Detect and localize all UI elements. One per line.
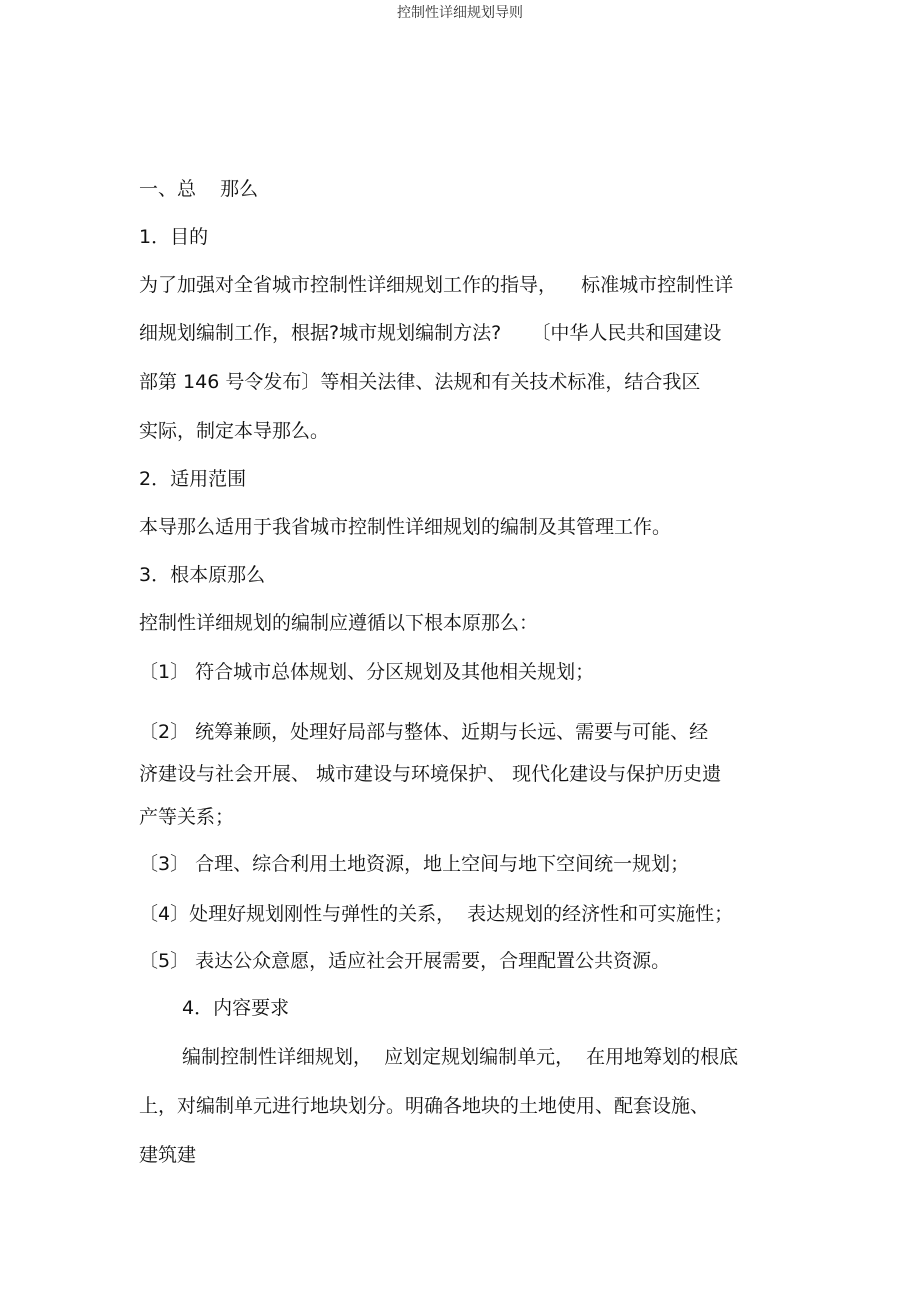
paragraph-line: 编制控制性详细规划， 应划定规划编制单元， 在用地筹划的根底: [182, 1046, 739, 1068]
list-item-3: 〔3〕 合理、综合利用土地资源，地上空间与地下空间统一规划；: [139, 853, 690, 875]
paragraph-line: 细规划编制工作，根据?城市规划编制方法? 〔中华人民共和国建设: [139, 322, 722, 344]
paragraph-line: 控制性详细规划的编制应遵循以下根本原那么：: [139, 612, 539, 634]
paragraph-line: 为了加强对全省城市控制性详细规划工作的指导， 标准城市控制性详: [139, 274, 734, 296]
list-item-2-cont: 产等关系；: [139, 806, 235, 828]
page-header-title: 控制性详细规划导则: [397, 5, 523, 21]
paragraph-line: 本导那么适用于我省城市控制性详细规划的编制及其管理工作。: [139, 516, 672, 538]
paragraph-line: 建筑建: [139, 1144, 197, 1166]
list-item-2-cont: 济建设与社会开展、 城市建设与环境保护、 现代化建设与保护历史遗: [139, 763, 722, 785]
list-item-1: 〔1〕 符合城市总体规划、分区规划及其他相关规划；: [139, 661, 595, 683]
subheading-purpose: 1．目的: [139, 226, 209, 248]
paragraph-line: 部第 146 号令发布〕等相关法律、法规和有关技术标准，结合我区: [139, 371, 701, 393]
list-item-5: 〔5〕 表达公众意愿，适应社会开展需要，合理配置公共资源。: [139, 950, 671, 972]
subheading-scope: 2．适用范围: [139, 468, 247, 490]
list-item-4: 〔4〕处理好规划刚性与弹性的关系， 表达规划的经济性和可实施性；: [139, 903, 734, 925]
subheading-principles: 3．根本原那么: [139, 564, 266, 586]
list-item-2: 〔2〕 统筹兼顾，处理好局部与整体、近期与长远、需要与可能、经: [139, 721, 709, 743]
section-heading-general: 一、总 那么: [139, 178, 259, 200]
subheading-content-requirements: 4．内容要求: [182, 997, 290, 1019]
paragraph-line: 实际，制定本导那么。: [139, 420, 330, 442]
paragraph-line: 上，对编制单元进行地块划分。明确各地块的土地使用、配套设施、: [139, 1095, 710, 1117]
